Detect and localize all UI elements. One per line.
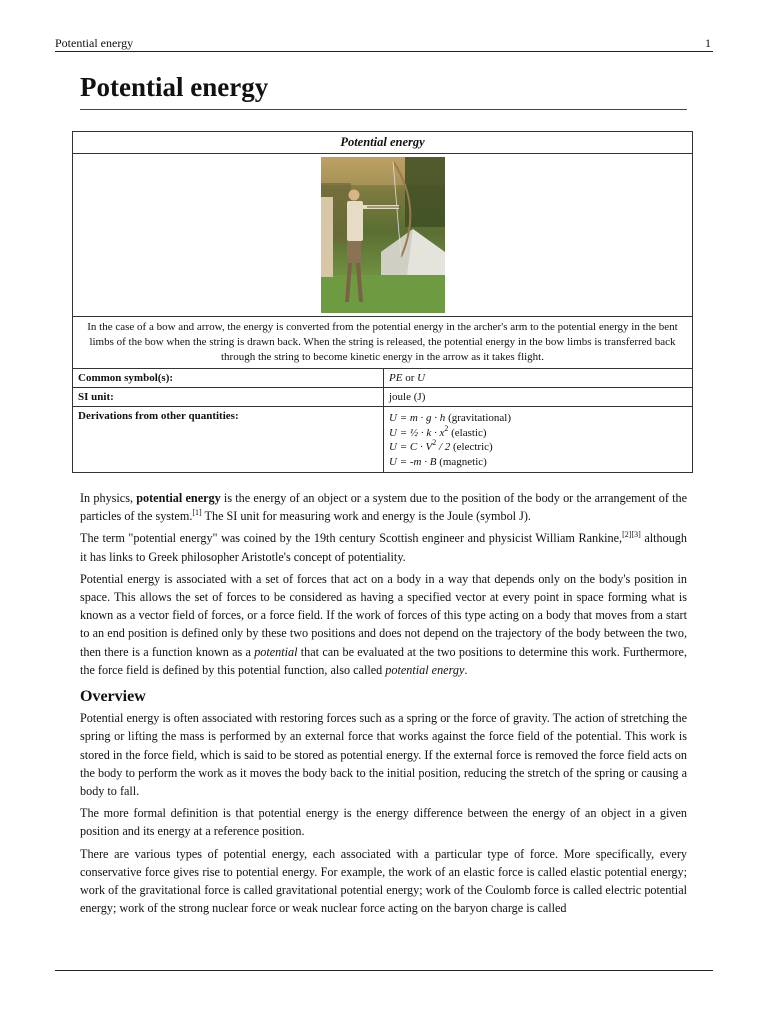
infobox-image-cell: [73, 154, 693, 317]
running-title: Potential energy: [55, 36, 134, 50]
page-title: Potential energy: [80, 72, 687, 110]
symbol-label: Common symbol(s):: [73, 369, 384, 388]
running-header: [55, 36, 713, 52]
paragraph-overview-3: There are various types of potential energy, each associated with a particular type of force. More specifically, every conservative force gives rise to potential energy. For example, the work of an elastic force is called elastic potential energy; work of the gravitational force is called gravitational potential energy; work of the Coulomb force is called electric potential energy; work of the strong nuclear force or weak nuclear force acting on the baryon charge is called: [80, 846, 687, 916]
footer-rule: [55, 970, 713, 971]
paragraph-intro: In physics, potential energy is the energy of an object or a system due to the position of the body or the arrangement of the particles of the system.[1] The SI unit for measuring work and energy is the Joule (symbol J).: [80, 491, 687, 524]
formula-gravitational: U = m · g · h (gravitational): [389, 412, 511, 424]
formula-electric: $U = C \cdot V^2 / 2$ (electric): [389, 438, 493, 453]
infobox-row-derivations: [73, 407, 693, 473]
paragraph-overview-1: Potential energy is often associated with restoring forces such as a spring or the force of gravity. The action of stretching the spring or lifting the mass is performed by an external force that works against the force field of the potential. This work is stored in the force field, which is said to be stored as potential energy. If the external force is removed the force field acts on the body to perform the work as it moves the body back to the initial position, reducing the stretch of the spring or causing a body to fall.: [80, 711, 687, 799]
si-unit-value: joule (J): [384, 388, 693, 407]
si-unit-label: SI unit:: [73, 388, 384, 407]
paragraph-overview-2: The more formal definition is that potential energy is the energy difference between the energy of an object in a given position and its energy at a reference position.: [80, 806, 687, 839]
derivations-label: Derivations from other quantities:: [73, 407, 384, 473]
infobox-row-si-unit: [73, 388, 693, 407]
formula-magnetic: U = -m · B (magnetic): [389, 455, 487, 468]
paragraph-etymology: The term "potential energy" was coined by the 19th century Scottish engineer and physicist William Rankine,[2][3] although it has links to Greek philosopher Aristotle's concept of potentiality.: [80, 530, 687, 564]
citation-link[interactable]: [2][3]: [622, 530, 641, 540]
infobox-heading: Potential energy: [73, 132, 693, 154]
paragraph-force-field: Potential energy is associated with a set of forces that act on a body in a way that depends only on the body's position in space. This allows the set of forces to be considered as having a specified vector at every point in space forming what is known as a vector field of forces, or a force field. If the work of forces of this type acting on a body that moves from a start to an end position is defined only by these two positions and does not depend on the trajectory of the body between the two, then there is a function known as a potential that can be evaluated at the two positions to determine this work. Furthermore, the force field is defined by this potential function, also called potential energy.: [80, 571, 687, 677]
formula-elastic: U = ½ · $k \cdot x^2$ (elastic): [389, 423, 487, 439]
infobox-caption: In the case of a bow and arrow, the energy is converted from the potential energy in the archer's arm to the potential energy in the bent limbs of the bow when the string is drawn back. When the string is released, the potential energy in the bow limbs is transferred back through the string to become kinetic energy in the arrow as it takes flight.: [73, 317, 693, 369]
archer-photo: [321, 157, 445, 313]
infobox-row-symbol: [73, 369, 693, 388]
derivations-value: [384, 407, 693, 473]
archer-photo-icon: [321, 157, 445, 313]
symbol-value: PE or U: [384, 369, 693, 388]
infobox: [72, 131, 693, 473]
citation-link[interactable]: [1]: [192, 508, 202, 518]
article-body: [80, 489, 687, 921]
section-heading-overview: Overview: [80, 688, 146, 706]
page-number: 1: [705, 36, 711, 50]
